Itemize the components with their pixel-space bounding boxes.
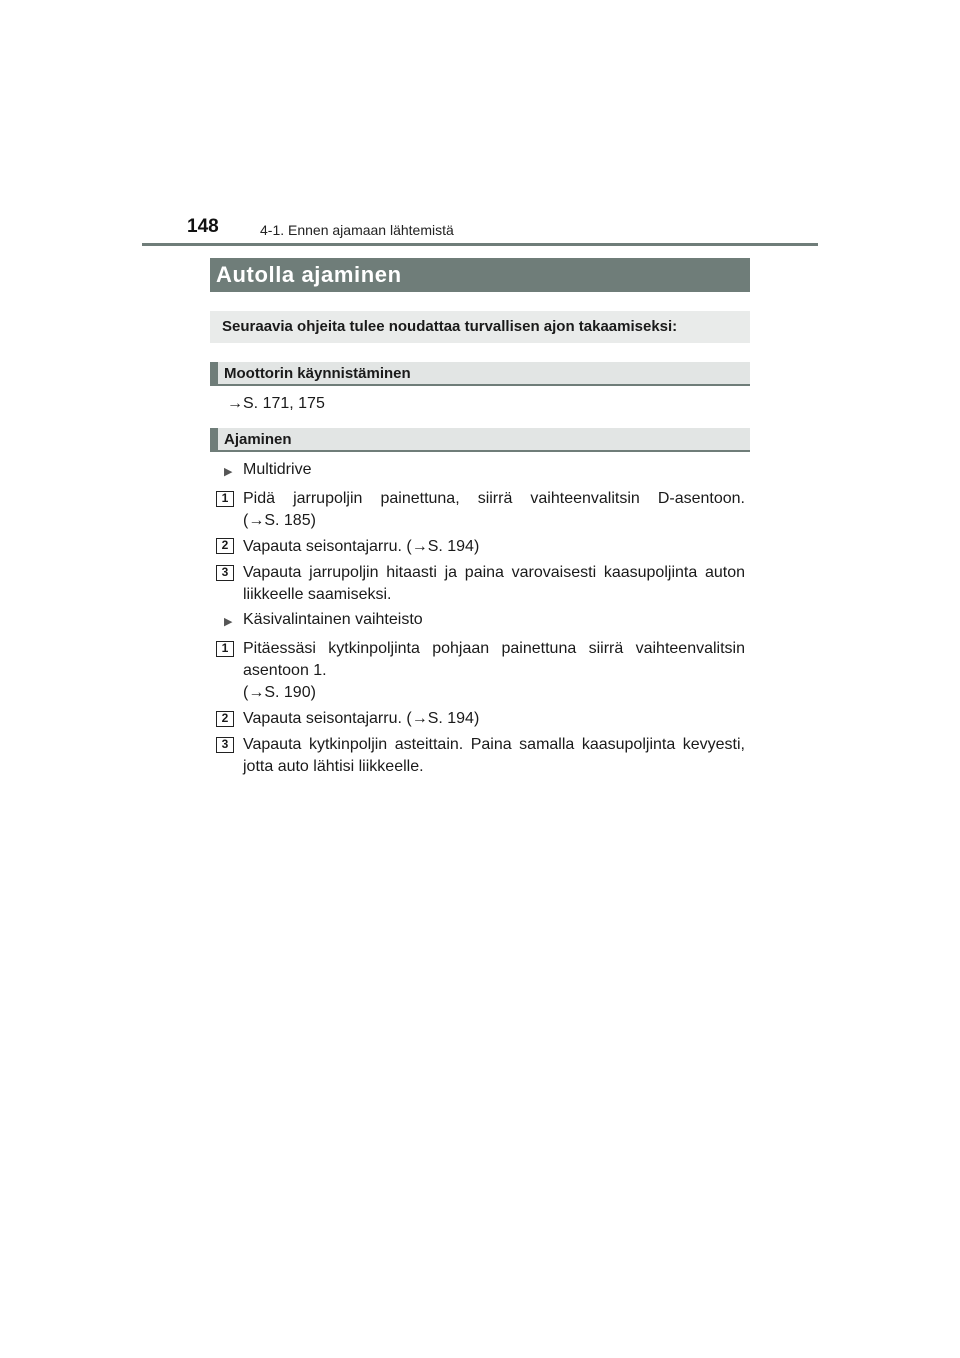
subheading-driving: Ajaminen [210, 428, 750, 452]
step-text: Vapauta kytkinpoljin asteittain. Paina samalla kaasupoljinta kevyesti, [243, 736, 745, 753]
step-text: (→S. 190) [243, 684, 316, 701]
manual-label: Käsivalintainen vaihteisto [243, 611, 423, 628]
step-text: Vapauta seisontajarru. (→S. 194) [243, 538, 480, 555]
step-number-box: 1 [216, 491, 234, 507]
step-number-box: 2 [216, 538, 234, 554]
step-text: (→S. 185) [243, 512, 316, 529]
step-number-box: 3 [216, 737, 234, 753]
step-text: jotta auto lähtisi liikkeelle. [243, 758, 424, 775]
header-rule [142, 243, 818, 246]
multidrive-label: Multidrive [243, 461, 312, 478]
step-text: Pitäessäsi kytkinpoljinta pohjaan painettuna siirrä vaihteenvalitsin [243, 640, 745, 657]
step-number-box: 1 [216, 641, 234, 657]
step-text: Pidä jarrupoljin painettuna, siirrä vaihteenvalitsin D-asentoon. [243, 490, 745, 507]
step-text: liikkeelle saamiseksi. [243, 586, 392, 603]
engine-start-reference: →S. 171, 175 [227, 395, 325, 412]
triangle-right-icon: ▶ [224, 466, 233, 478]
page-title: Autolla ajaminen [210, 258, 750, 292]
step-number-box: 3 [216, 565, 234, 581]
step-text: Vapauta jarrupoljin hitaasti ja paina varovaisesti kaasupoljinta auton [243, 564, 745, 581]
intro-box: Seuraavia ohjeita tulee noudattaa turvallisen ajon takaamiseksi: [210, 311, 750, 343]
step-number-box: 2 [216, 711, 234, 727]
page-number: 148 [187, 216, 219, 237]
section-path: 4-1. Ennen ajamaan lähtemistä [260, 222, 454, 238]
subheading-engine-start: Moottorin käynnistäminen [210, 362, 750, 386]
step-text: Vapauta seisontajarru. (→S. 194) [243, 710, 480, 727]
triangle-right-icon: ▶ [224, 616, 233, 628]
step-text: asentoon 1. [243, 662, 327, 679]
